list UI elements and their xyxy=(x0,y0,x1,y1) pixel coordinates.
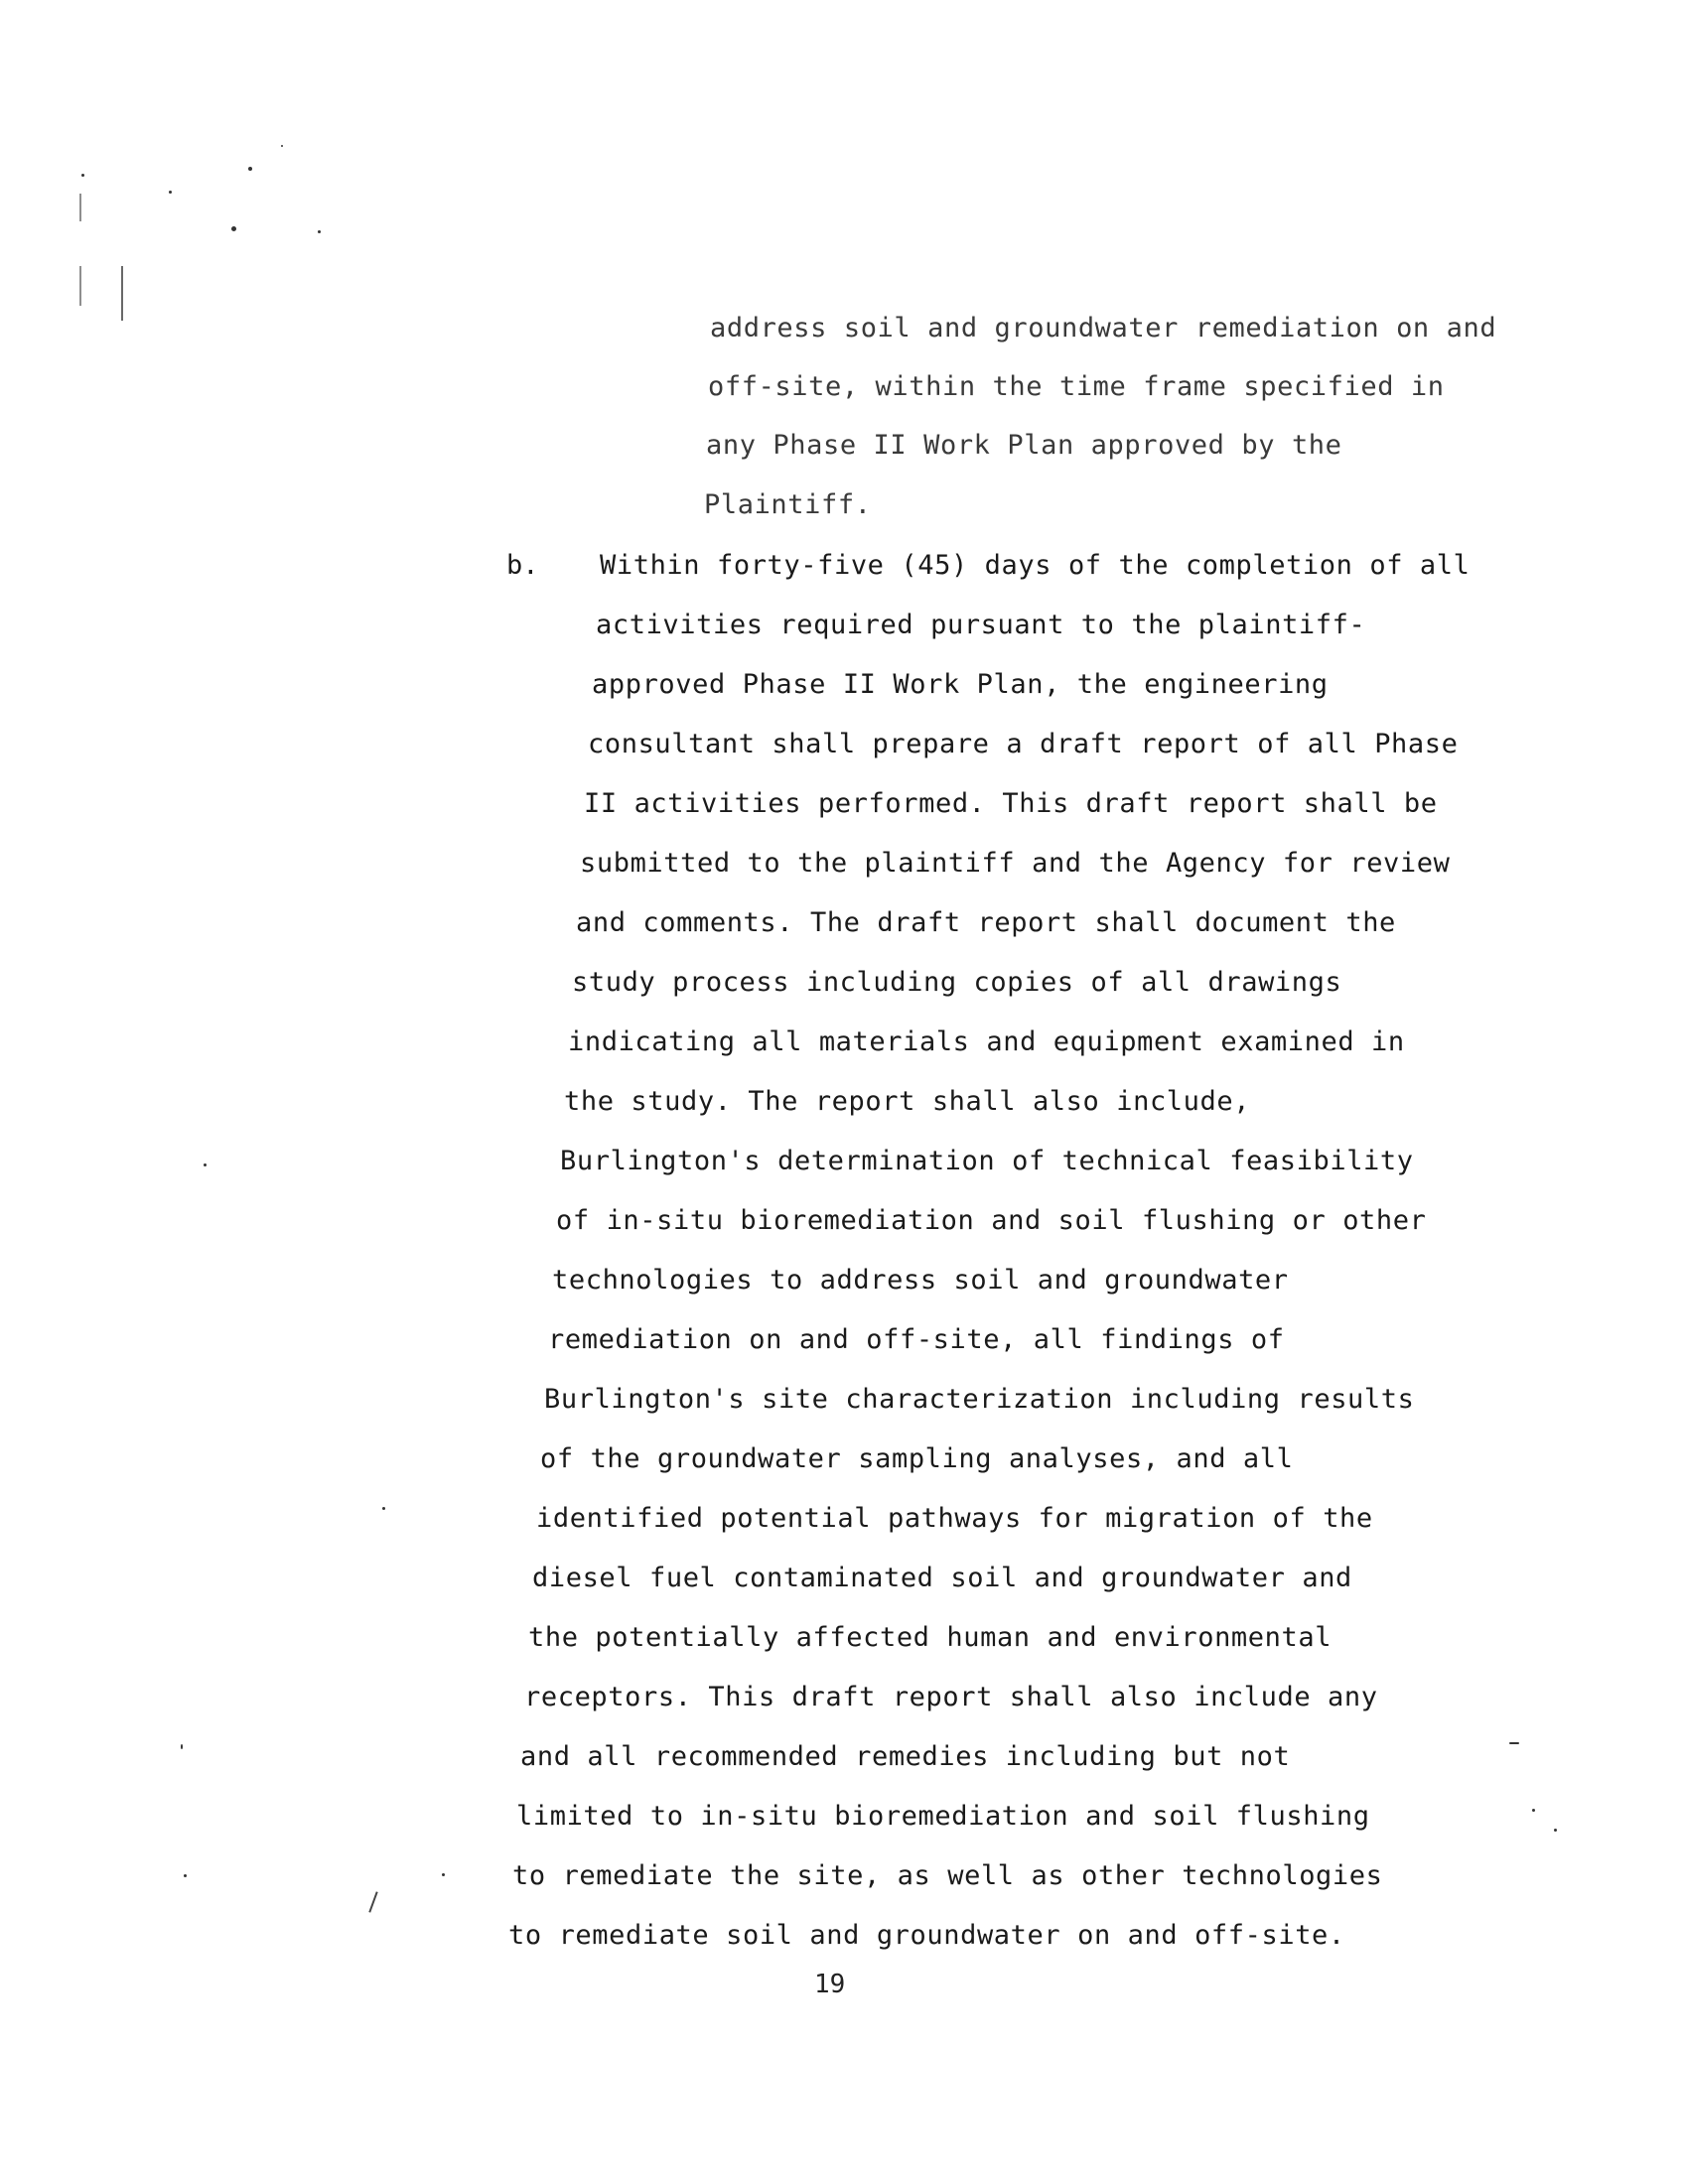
scan-speck xyxy=(1509,1742,1519,1744)
body-line: submitted to the plaintiff and the Agency for review xyxy=(580,848,1451,879)
body-line: Within forty-five (45) days of the completion of all xyxy=(600,550,1471,581)
body-line: to remediate soil and groundwater on and off-site. xyxy=(508,1920,1345,1951)
body-line: Burlington's determination of technical feasibility xyxy=(560,1146,1414,1176)
body-line: of the groundwater sampling analyses, and all xyxy=(540,1443,1294,1474)
list-item-marker: b. xyxy=(506,550,539,581)
scan-speck xyxy=(382,1507,385,1510)
scan-speck xyxy=(442,1873,445,1876)
scan-speck xyxy=(231,226,236,231)
body-line: identified potential pathways for migration of the xyxy=(536,1503,1373,1534)
body-line: study process including copies of all drawings xyxy=(572,967,1342,998)
scan-speck xyxy=(281,145,283,147)
scan-speck xyxy=(169,191,172,194)
body-line: the potentially affected human and environmental xyxy=(528,1622,1333,1653)
scan-mark xyxy=(79,194,81,221)
body-line: to remediate the site, as well as other technologies xyxy=(512,1860,1383,1891)
scan-speck xyxy=(184,1874,187,1877)
body-line: diesel fuel contaminated soil and groundwater and xyxy=(532,1563,1352,1593)
body-line: indicating all materials and equipment examined in xyxy=(568,1026,1405,1057)
body-line: receptors. This draft report shall also include any xyxy=(524,1682,1378,1712)
scan-speck xyxy=(181,1744,183,1749)
body-line: any Phase II Work Plan approved by the xyxy=(706,430,1342,461)
body-line: approved Phase II Work Plan, the engineering xyxy=(592,669,1329,700)
body-line: II activities performed. This draft report shall be xyxy=(584,788,1438,819)
scan-speck xyxy=(318,230,321,233)
scan-speck xyxy=(1554,1829,1557,1832)
scan-speck xyxy=(1532,1809,1535,1812)
scan-speck xyxy=(204,1163,207,1166)
body-line: and comments. The draft report shall document the xyxy=(576,907,1396,938)
body-line: Plaintiff. xyxy=(704,489,872,520)
body-line: and all recommended remedies including but not xyxy=(520,1741,1291,1772)
scan-mark xyxy=(368,1891,377,1912)
body-line: technologies to address soil and groundwater xyxy=(552,1265,1289,1296)
scan-mark xyxy=(121,266,123,321)
body-line: of in-situ bioremediation and soil flushing or other xyxy=(556,1205,1427,1236)
scan-speck xyxy=(248,167,252,171)
body-line: the study. The report shall also include, xyxy=(564,1086,1251,1117)
body-line: address soil and groundwater remediation on and xyxy=(710,313,1497,343)
scan-mark xyxy=(79,266,81,306)
body-line: off-site, within the time frame specified in xyxy=(708,371,1445,402)
page-number: 19 xyxy=(814,1970,846,1999)
body-line: limited to in-situ bioremediation and soil flushing xyxy=(516,1801,1370,1832)
scan-speck xyxy=(81,174,84,177)
body-line: activities required pursuant to the plaintiff- xyxy=(596,610,1366,640)
body-line: remediation on and off-site, all findings of xyxy=(548,1324,1285,1355)
body-line: Burlington's site characterization including results xyxy=(544,1384,1415,1415)
body-line: consultant shall prepare a draft report of all Phase xyxy=(588,729,1459,759)
